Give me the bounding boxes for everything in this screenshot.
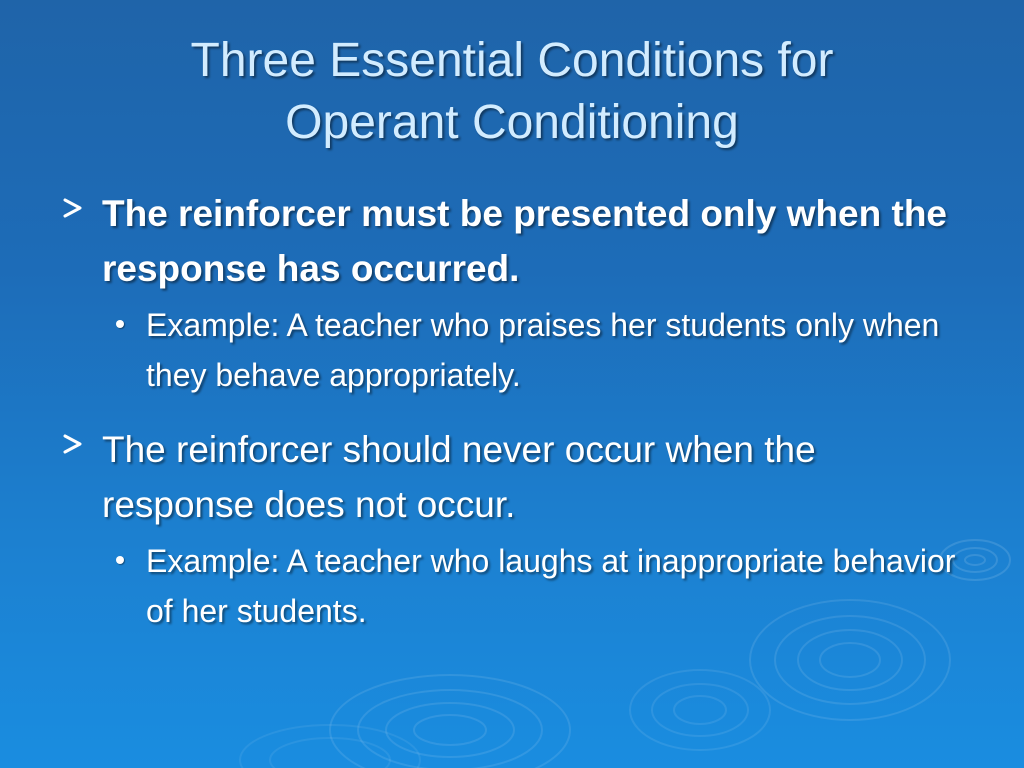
- round-dot-bullet-icon: [116, 320, 124, 328]
- slide-body: [62, 186, 962, 636]
- slide-title: [60, 30, 964, 154]
- slide-title-line-2: Operant Conditioning: [285, 96, 739, 149]
- bullet-item: [62, 422, 962, 532]
- sub-bullet-item: [62, 536, 962, 636]
- sub-bullet-text: Example: A teacher who laughs at inappropriate behavior of her students.: [146, 543, 956, 629]
- bullet-text: The reinforcer should never occur when the response does not occur.: [102, 429, 816, 525]
- slide-title-line-1: Three Essential Conditions for: [190, 34, 834, 87]
- arrowhead-bullet-icon: [62, 198, 84, 218]
- sub-bullet-text: Example: A teacher who praises her students only when they behave appropriately.: [146, 307, 940, 393]
- arrowhead-bullet-icon: [62, 434, 84, 454]
- round-dot-bullet-icon: [116, 556, 124, 564]
- sub-bullet-item: [62, 300, 962, 400]
- bullet-text: The reinforcer must be presented only when the response has occurred.: [102, 193, 948, 289]
- bullet-item: [62, 186, 962, 296]
